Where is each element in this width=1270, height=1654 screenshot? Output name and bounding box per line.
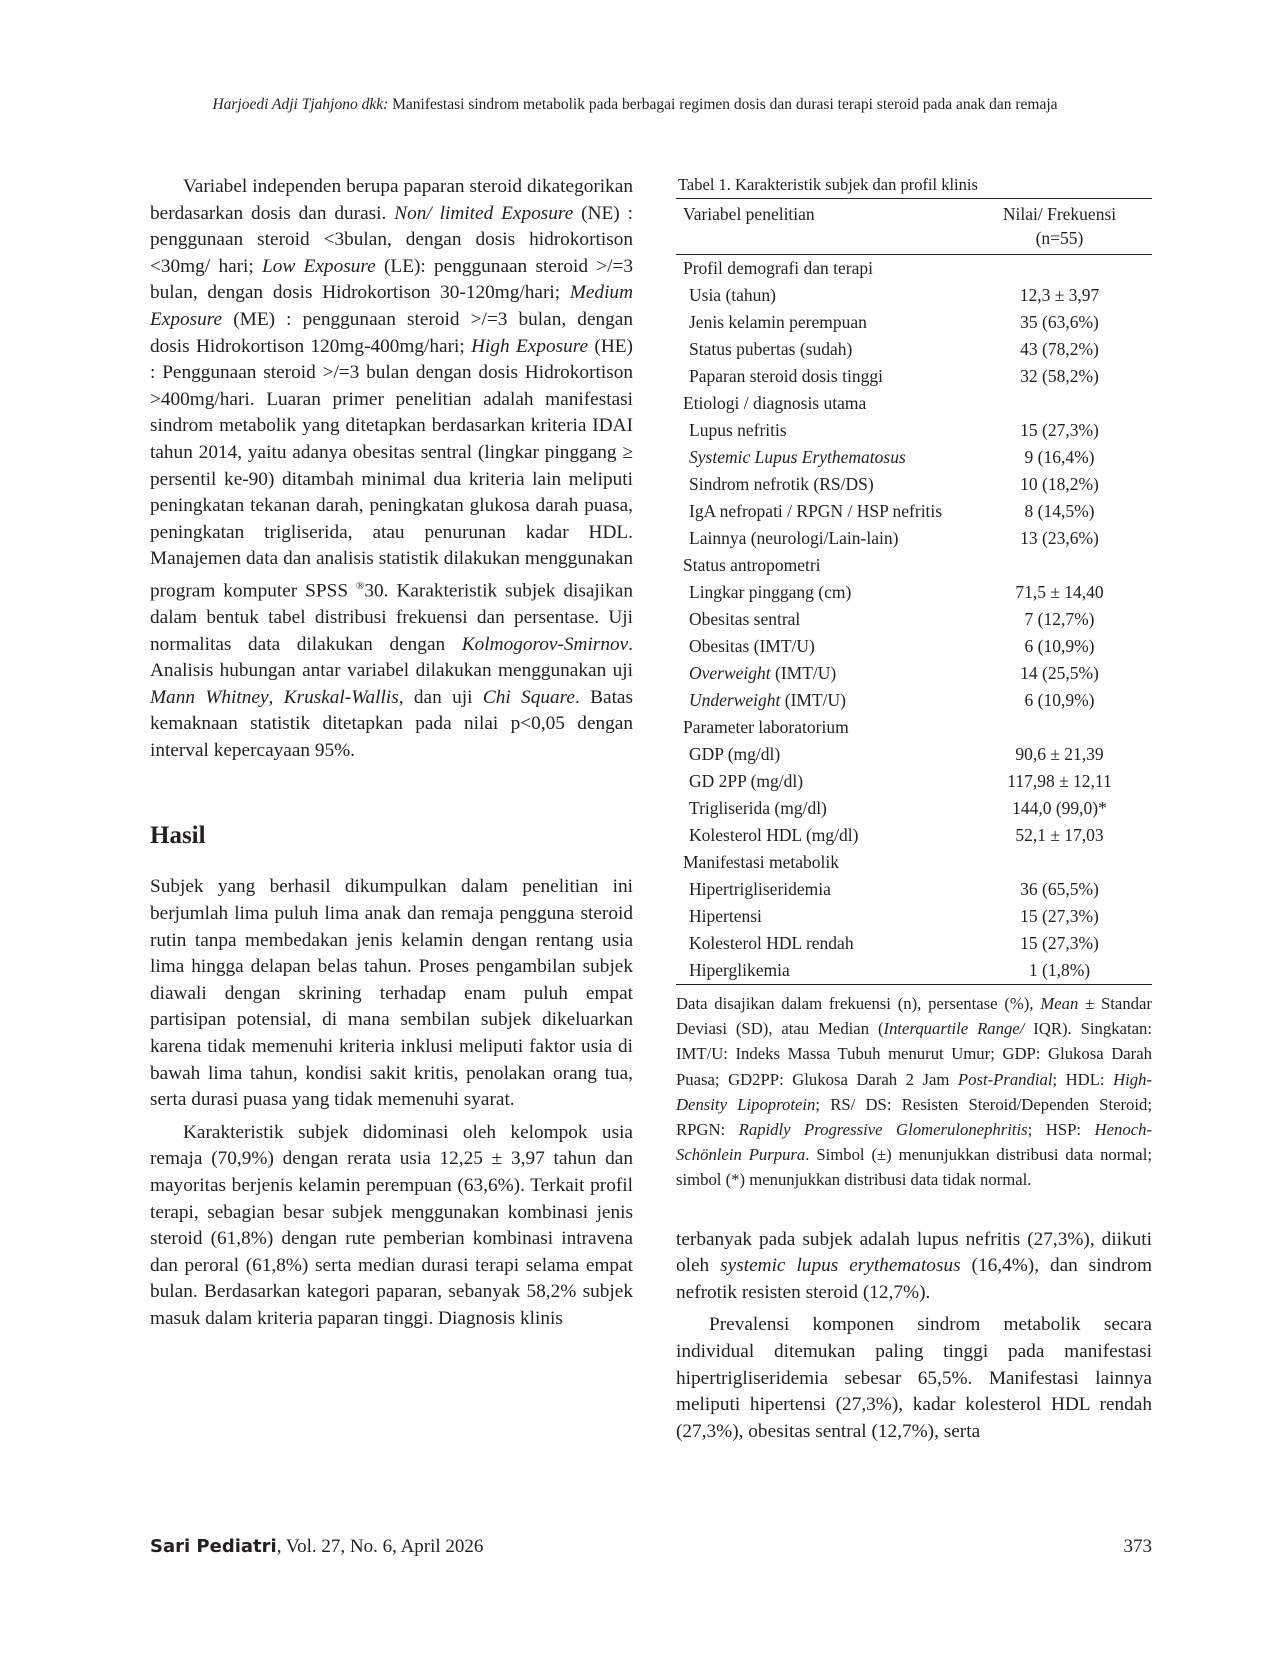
table-cell-label: Obesitas (IMT/U) bbox=[689, 636, 815, 656]
header-variable: Variabel penelitian bbox=[683, 204, 815, 224]
table-cell-value: 90,6 ± 21,39 bbox=[1015, 744, 1104, 764]
table-cell-label: Status pubertas (sudah) bbox=[689, 339, 853, 359]
table-cell-label: Lingkar pinggang (cm) bbox=[689, 582, 852, 602]
table-row bbox=[676, 741, 1152, 768]
table-cell-value: 15 (27,3%) bbox=[1020, 906, 1099, 926]
table-cell-value: 15 (27,3%) bbox=[1020, 933, 1099, 953]
table-caption: Tabel 1. Karakteristik subjek dan profil klinis bbox=[678, 175, 978, 194]
table-cell-label: Profil demografi dan terapi bbox=[683, 258, 874, 278]
table-cell-label: Jenis kelamin perempuan bbox=[689, 312, 867, 332]
table-section-row bbox=[676, 255, 1152, 283]
table-section-row bbox=[676, 390, 1152, 417]
table-row bbox=[676, 795, 1152, 822]
table-cell-value: 144,0 (99,0)* bbox=[1012, 798, 1107, 818]
table-cell-label: Systemic Lupus Erythematosus bbox=[689, 447, 906, 467]
table-cell-value: 9 (16,4%) bbox=[1024, 447, 1095, 467]
table-cell-value: 32 (58,2%) bbox=[1020, 366, 1099, 386]
table-cell-label: Overweight (IMT/U) bbox=[689, 663, 837, 683]
table-cell-label: GDP (mg/dl) bbox=[689, 744, 781, 764]
table-cell-label: Status antropometri bbox=[683, 555, 821, 575]
methods-paragraph: Variabel independen berupa paparan steroid dikategorikan berdasarkan dosis dan durasi. Non/ limited Exposure (NE) : penggunaan steroid <3bulan, dengan dosis hidrokortison <30mg/ hari; Low Exposure (LE): penggunaan steroid >/=3 bulan, dengan dosis Hidrokortison 30-120mg/hari; Medium Exposure (ME) : penggunaan steroid >/=3 bulan, dengan dosis Hidrokortison 120mg-400mg/hari; High Exposure (HE) : Penggunaan steroid >/=3 bulan dengan dosis Hidrokortison >400mg/hari. Luaran primer penelitian adalah manifestasi sindrom metabolik yang ditetapkan berdasarkan kriteria IDAI tahun 2014, yaitu adanya obesitas sentral (lingkar pinggang ≥ persentil ke-90) ditambah minimal dua kriteria lain meliputi peningkatan tekanan darah, peningkatan glukosa darah puasa, peningkatan trigliserida, atau penurunan kadar HDL. Manajemen data dan analisis statistik dilakukan menggunakan program komputer SPSS ®30. Karakteristik subjek disajikan dalam bentuk tabel distribusi frekuensi dan persentase. Uji normalitas data dilakukan dengan Kolmogorov-Smirnov. Analisis hubungan antar variabel dilakukan menggunakan uji Mann Whitney, Kruskal-Wallis, dan uji Chi Square. Batas kemaknaan statistik ditetapkan pada nilai p<0,05 dengan interval kepercayaan 95%. bbox=[150, 176, 634, 761]
table-section-row bbox=[676, 552, 1152, 579]
running-head-authors: Harjoedi Adji Tjahjono dkk: bbox=[212, 96, 389, 113]
page-footer bbox=[150, 1536, 1152, 1558]
table-row bbox=[676, 957, 1152, 985]
table-cell-value: 14 (25,5%) bbox=[1020, 663, 1099, 683]
table-cell-label: Underweight (IMT/U) bbox=[689, 690, 846, 710]
table-body bbox=[676, 255, 1152, 985]
table-cell-value: 10 (18,2%) bbox=[1020, 474, 1099, 494]
table-cell-label: Trigliserida (mg/dl) bbox=[689, 798, 827, 818]
table-row bbox=[676, 876, 1152, 903]
table-row bbox=[676, 444, 1152, 471]
table-row bbox=[676, 606, 1152, 633]
table-cell-label: Paparan steroid dosis tinggi bbox=[689, 366, 883, 386]
table-cell-value: 6 (10,9%) bbox=[1024, 690, 1095, 710]
table-row bbox=[676, 498, 1152, 525]
results-paragraph-2: Karakteristik subjek didominasi oleh kelompok usia remaja (70,9%) dengan rerata usia 12,25 ± 3,97 tahun dan mayoritas berjenis kelamin perempuan (63,6%). Terkait profil terapi, sebagian besar subjek menggunakan kombinasi jenis steroid (61,8%) dengan rute pemberian kombinasi intravena dan peroral (61,8%) serta median durasi terapi selama empat bulan. Berdasarkan kategori paparan, sebanyak 58,2% subjek masuk dalam kriteria paparan tinggi. Diagnosis klinis bbox=[150, 1121, 633, 1329]
table-cell-value: 43 (78,2%) bbox=[1020, 339, 1099, 359]
table-row bbox=[676, 282, 1152, 309]
table-cell-label: Kolesterol HDL (mg/dl) bbox=[689, 825, 859, 845]
header-value-line2: (n=55) bbox=[1035, 228, 1084, 248]
table-cell-label: Obesitas sentral bbox=[689, 609, 801, 629]
table-cell-value: 35 (63,6%) bbox=[1020, 312, 1099, 332]
table-row bbox=[676, 417, 1152, 444]
table-cell-label: Manifestasi metabolik bbox=[683, 852, 840, 872]
table-cell-value bbox=[967, 849, 1152, 876]
table-cell-value: 36 (65,5%) bbox=[1020, 879, 1099, 899]
characteristics-table bbox=[676, 198, 1152, 985]
table-row bbox=[676, 525, 1152, 552]
table-cell-value: 8 (14,5%) bbox=[1024, 501, 1095, 521]
table-cell-label: Hipertensi bbox=[689, 906, 762, 926]
table-row bbox=[676, 903, 1152, 930]
table-row bbox=[676, 768, 1152, 795]
table-cell-label: Lainnya (neurologi/Lain-lain) bbox=[689, 528, 899, 548]
table-row bbox=[676, 822, 1152, 849]
table-section-row bbox=[676, 849, 1152, 876]
table-row bbox=[676, 930, 1152, 957]
header-value-line1: Nilai/ Frekuensi bbox=[1002, 204, 1117, 224]
table-cell-label: Parameter laboratorium bbox=[683, 717, 849, 737]
table-cell-value: 6 (10,9%) bbox=[1024, 636, 1095, 656]
table-cell-value: 1 (1,8%) bbox=[1028, 960, 1091, 980]
table-cell-value: 117,98 ± 12,11 bbox=[1007, 771, 1112, 791]
results-heading: Hasil bbox=[150, 822, 206, 850]
table-cell-label: GD 2PP (mg/dl) bbox=[689, 771, 804, 791]
continuation-paragraph: terbanyak pada subjek adalah lupus nefritis (27,3%), diikuti oleh systemic lupus erythematosus (16,4%), dan sindrom nefrotik resisten steroid (12,7%). bbox=[676, 1228, 1152, 1303]
table-cell-value bbox=[967, 552, 1152, 579]
table-row bbox=[676, 687, 1152, 714]
table-cell-label: Usia (tahun) bbox=[689, 285, 776, 305]
table-cell-value bbox=[967, 390, 1152, 417]
table-cell-label: Hipertrigliseridemia bbox=[689, 879, 831, 899]
table-row bbox=[676, 660, 1152, 687]
results-paragraph-1: Subjek yang berhasil dikumpulkan dalam penelitian ini berjumlah lima puluh lima anak dan remaja pengguna steroid rutin tanpa membedakan jenis kelamin dengan rentang usia lima hingga delapan belas tahun. Proses pengambilan subjek diawali dengan skrining terhadap enam puluh empat partisipan potensial, di mana sembilan subjek dikeluarkan karena tidak memenuhi kriteria inklusi meliputi faktor usia di bawah lima tahun, kondisi sakit kritis, penolakan orang tua, serta durasi puasa yang tidak memenuhi syarat. bbox=[150, 876, 633, 1111]
table-row bbox=[676, 579, 1152, 606]
prevalence-paragraph: Prevalensi komponen sindrom metabolik secara individual ditemukan paling tinggi pada manifestasi hipertrigliseridemia sebesar 65,5%. Manifestasi lainnya meliputi hipertensi (27,3%), kadar kolesterol HDL rendah (27,3%), obesitas sentral (12,7%), serta bbox=[676, 1314, 1152, 1442]
header-value bbox=[967, 199, 1152, 255]
left-column bbox=[150, 174, 633, 1333]
table-section-row bbox=[676, 714, 1152, 741]
table-cell-label: Etiologi / diagnosis utama bbox=[683, 393, 867, 413]
journal-name: Sari Pediatri bbox=[150, 1536, 277, 1557]
table-row bbox=[676, 633, 1152, 660]
running-head bbox=[0, 96, 1270, 114]
page-number: 373 bbox=[1123, 1536, 1152, 1557]
table-row bbox=[676, 363, 1152, 390]
table-cell-label: Lupus nefritis bbox=[689, 420, 787, 440]
running-head-title: Manifestasi sindrom metabolik pada berbagai regimen dosis dan durasi terapi steroid pada anak dan remaja bbox=[392, 96, 1058, 113]
table-cell-value: 15 (27,3%) bbox=[1020, 420, 1099, 440]
table-cell-label: IgA nefropati / RPGN / HSP nefritis bbox=[689, 501, 943, 521]
table-cell-value bbox=[967, 714, 1152, 741]
table-cell-value: 13 (23,6%) bbox=[1020, 528, 1099, 548]
table-header-row bbox=[676, 199, 1152, 255]
table-cell-label: Sindrom nefrotik (RS/DS) bbox=[689, 474, 874, 494]
table-row bbox=[676, 336, 1152, 363]
table-cell-label: Hiperglikemia bbox=[689, 960, 790, 980]
table-row bbox=[676, 471, 1152, 498]
table-note: Data disajikan dalam frekuensi (n), persentase (%), Mean ± Standar Deviasi (SD), atau Median (Interquartile Range/ IQR). Singkatan: IMT/U: Indeks Massa Tubuh menurut Umur; GDP: Glukosa Darah Puasa; GD2PP: Glukosa Darah 2 Jam Post-Prandial; HDL: High-Density Lipoprotein; RS/ DS: Resisten Steroid/Dependen Steroid; RPGN: Rapidly Progressive Glomerulonephritis; HSP: Henoch-Schönlein Purpura. Simbol (±) menunjukkan distribusi data normal; simbol (*) menunjukkan distribusi data tidak normal. bbox=[676, 994, 1153, 1190]
journal-issue: , Vol. 27, No. 6, April 2026 bbox=[276, 1536, 484, 1557]
table-cell-value: 71,5 ± 14,40 bbox=[1015, 582, 1104, 602]
table-cell-value: 52,1 ± 17,03 bbox=[1015, 825, 1104, 845]
table-cell-value: 7 (12,7%) bbox=[1024, 609, 1095, 629]
table-cell-label: Kolesterol HDL rendah bbox=[689, 933, 854, 953]
table-cell-value: 12,3 ± 3,97 bbox=[1019, 285, 1100, 305]
right-column bbox=[676, 174, 1152, 1445]
table-cell-value bbox=[967, 255, 1152, 283]
table-row bbox=[676, 309, 1152, 336]
